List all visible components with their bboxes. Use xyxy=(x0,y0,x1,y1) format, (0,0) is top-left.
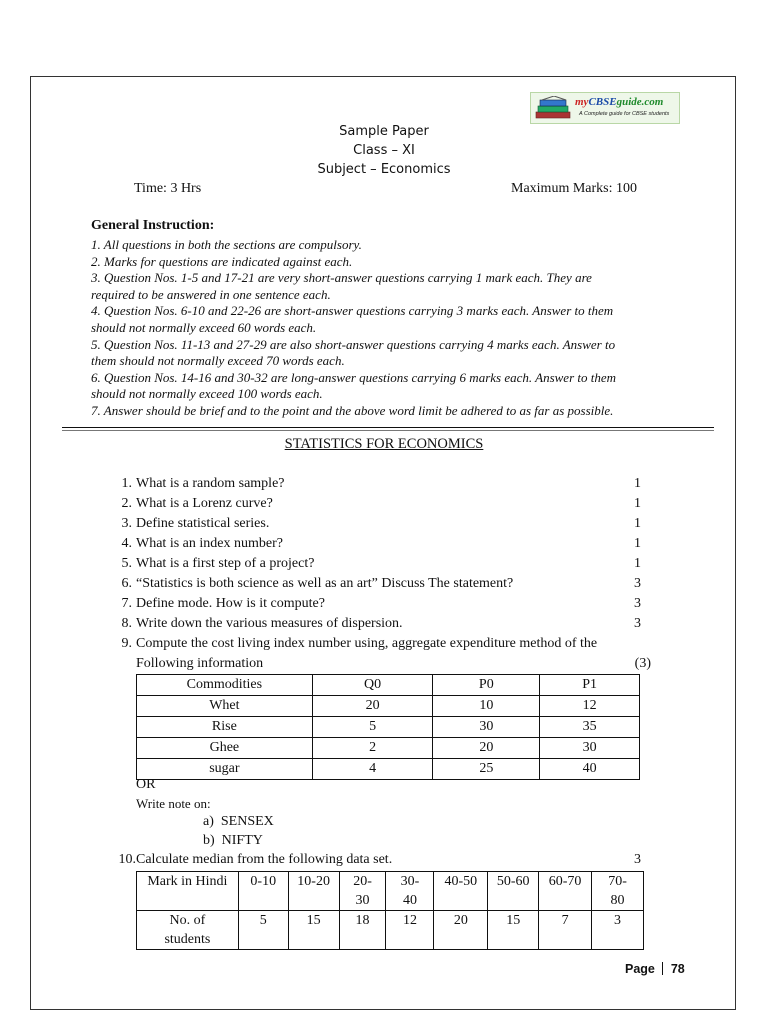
table-header-row xyxy=(137,675,640,696)
table-header-cell: P0 xyxy=(433,675,540,696)
table-row xyxy=(137,759,640,780)
table-cell: 60-70 xyxy=(539,872,592,911)
table-cell: Ghee xyxy=(137,738,313,759)
table-cell: 40-50 xyxy=(434,872,488,911)
table-row xyxy=(137,911,644,950)
question-item: 8. Write down the various measures of dispersion. 3 xyxy=(121,616,641,631)
table-cell: 15 xyxy=(488,911,539,950)
table-cell: 3 xyxy=(592,911,644,950)
question-item: 3. Define statistical series. 1 xyxy=(121,516,641,531)
instructions-title: General Instruction: xyxy=(91,218,215,233)
instruction-line: should not normally exceed 100 words each. xyxy=(91,386,323,402)
logo-brand: myCBSEguide.com xyxy=(575,96,664,108)
instruction-line: 4. Question Nos. 6-10 and 22-26 are short-answer questions carrying 3 marks each. Answer to them xyxy=(91,303,614,319)
instruction-line: 2. Marks for questions are indicated against each. xyxy=(91,253,353,269)
table-cell: Rise xyxy=(137,717,313,738)
page-footer xyxy=(625,962,685,976)
table-row xyxy=(137,872,644,911)
or-separator: OR xyxy=(136,777,156,792)
table-cell: 35 xyxy=(540,717,640,738)
table-cell: 30- 40 xyxy=(386,872,434,911)
question-item: 5. What is a first step of a project? 1 xyxy=(121,556,641,571)
table-cell: 5 xyxy=(312,717,433,738)
instruction-line: 6. Question Nos. 14-16 and 30-32 are long-answer questions carrying 6 marks each. Answer to them xyxy=(91,369,617,385)
instruction-line: should not normally exceed 60 words each. xyxy=(91,319,317,335)
table-cell: 70- 80 xyxy=(592,872,644,911)
table-cell: 15 xyxy=(288,911,339,950)
question-item: 4. What is an index number? 1 xyxy=(121,536,641,551)
table-header-cell: P1 xyxy=(540,675,640,696)
table-cell: 40 xyxy=(540,759,640,780)
instruction-line: 3. Question Nos. 1-5 and 17-21 are very short-answer questions carrying 1 mark each. They are xyxy=(91,270,592,286)
table-header-cell: Q0 xyxy=(312,675,433,696)
marks-distribution-table xyxy=(136,871,644,950)
table-row xyxy=(137,717,640,738)
paper-subject: Subject – Economics xyxy=(317,162,451,177)
table-cell: 30 xyxy=(540,738,640,759)
table-cell: 20 xyxy=(312,696,433,717)
table-cell: 12 xyxy=(386,911,434,950)
divider xyxy=(62,430,714,431)
question-continuation: Following information (3) xyxy=(136,656,651,671)
table-cell: 2 xyxy=(312,738,433,759)
instruction-line: 5. Question Nos. 11-13 and 27-29 are also short-answer questions carrying 4 marks each. Answer to xyxy=(91,336,616,352)
divider xyxy=(62,427,714,428)
section-title: STATISTICS FOR ECONOMICS xyxy=(284,436,484,452)
table-header-cell: Commodities xyxy=(137,675,313,696)
maximum-marks: Maximum Marks: 100 xyxy=(511,181,637,196)
question-item: 1. What is a random sample? 1 xyxy=(121,476,641,491)
table-cell: 10-20 xyxy=(288,872,339,911)
table-cell: 20 xyxy=(434,911,488,950)
instructions-list xyxy=(91,237,691,420)
instruction-line: 1. All questions in both the sections are compulsory. xyxy=(91,237,362,252)
table-row-label: Mark in Hindi xyxy=(137,872,239,911)
books-icon xyxy=(534,96,574,122)
note-option: b) NIFTY xyxy=(203,833,263,848)
table-cell: 4 xyxy=(312,759,433,780)
table-cell: 50-60 xyxy=(488,872,539,911)
table-row xyxy=(137,696,640,717)
instruction-line: them should not normally exceed 70 words each. xyxy=(91,353,345,369)
logo-tagline: A Complete guide for CBSE students xyxy=(579,111,670,117)
table-cell: 5 xyxy=(238,911,288,950)
page-label: Page xyxy=(625,962,655,976)
table-cell: sugar xyxy=(137,759,313,780)
question-item: 2. What is a Lorenz curve? 1 xyxy=(121,496,641,511)
table-cell: 12 xyxy=(540,696,640,717)
mycbseguide-logo xyxy=(530,92,680,124)
note-option: a) SENSEX xyxy=(203,814,274,829)
instruction-line: required to be answered in one sentence each. xyxy=(91,286,331,302)
note-prompt: Write note on: xyxy=(136,796,211,811)
table-cell: 10 xyxy=(433,696,540,717)
footer-separator xyxy=(662,962,663,975)
table-cell: Whet xyxy=(137,696,313,717)
table-cell: 20- 30 xyxy=(339,872,386,911)
table-row-label: No. of students xyxy=(137,911,239,950)
table-cell: 20 xyxy=(433,738,540,759)
table-cell: 30 xyxy=(433,717,540,738)
instruction-line: 7. Answer should be brief and to the point and the above word limit be adhered to as far as possible. xyxy=(91,402,614,418)
time-allowed: Time: 3 Hrs xyxy=(134,181,202,196)
table-cell: 18 xyxy=(339,911,386,950)
table-row xyxy=(137,738,640,759)
question-item: 7. Define mode. How is it compute? 3 xyxy=(121,596,641,611)
table-cell: 0-10 xyxy=(238,872,288,911)
table-cell: 25 xyxy=(433,759,540,780)
question-item: 6. “Statistics is both science as well as an art” Discuss The statement? 3 xyxy=(121,576,641,591)
page-number: 78 xyxy=(670,962,685,976)
question-item: 9. Compute the cost living index number using, aggregate expenditure method of the xyxy=(121,636,598,651)
commodity-table xyxy=(136,674,640,780)
paper-title: Sample Paper xyxy=(339,124,429,139)
table-cell: 7 xyxy=(539,911,592,950)
question-item: 10. Calculate median from the following data set. 3 xyxy=(118,852,641,867)
paper-class: Class – XI xyxy=(353,143,415,158)
